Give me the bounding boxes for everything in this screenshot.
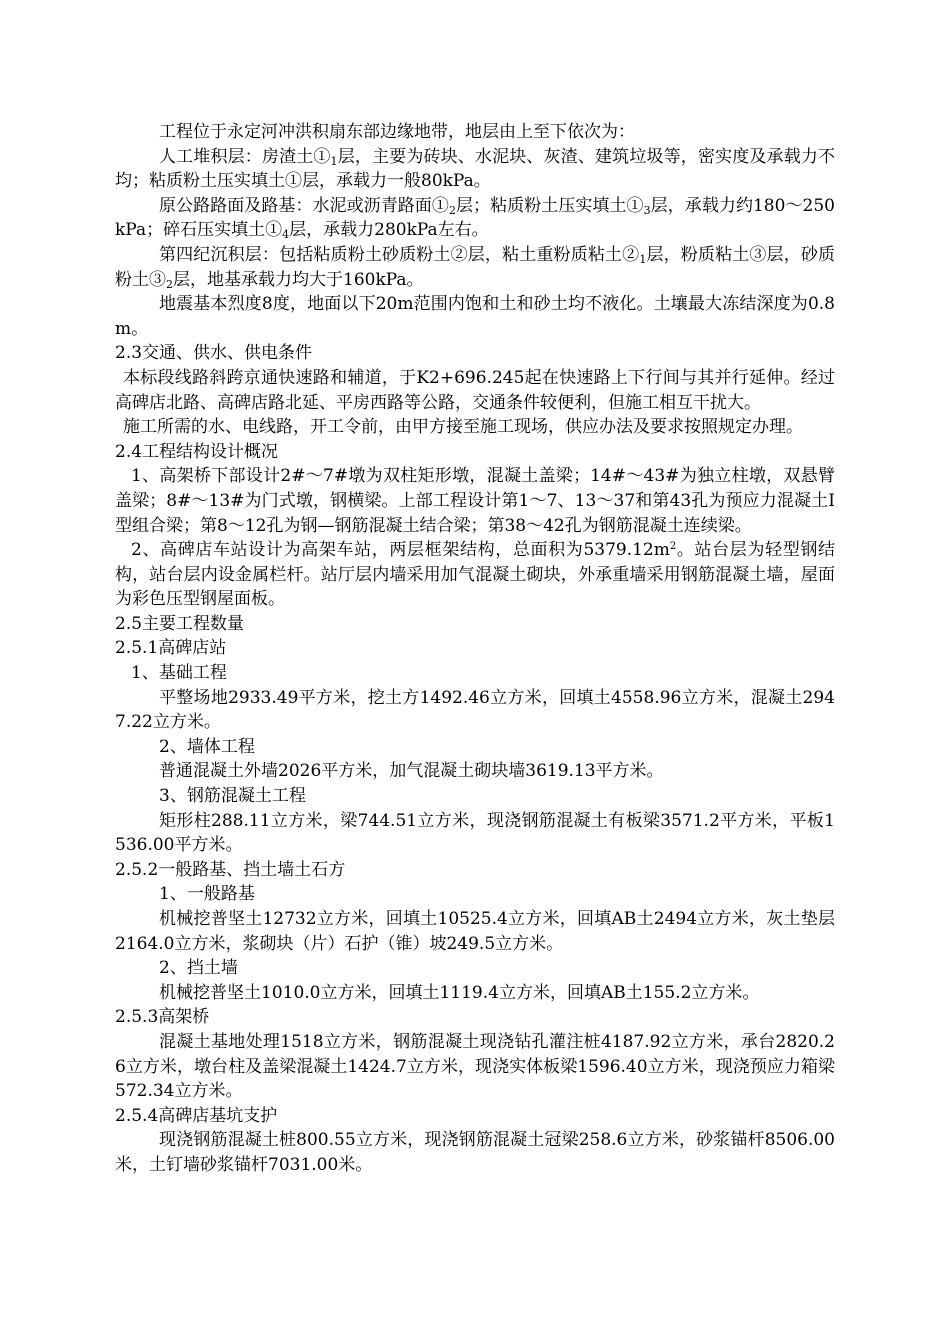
text-run: 层，地基承载力均大于160kPa。 [173,269,424,290]
section-heading-2-5: 2.5主要工程数量 [115,613,245,634]
viaduct-design-paragraph: 1、高架桥下部设计2#～7#墩为双柱矩形墩，混凝土盖梁；14#～43#为独立柱墩，双悬臂盖梁；8#～13#为门式墩，钢横梁。上部工程设计第1～7、13～37和第43孔为预应力混凝土Ⅰ型组合梁；第8～12孔为钢—钢筋混凝土结合梁；第38～42孔为钢筋混凝土连续梁。 [115,466,835,536]
section-heading-2-5-1: 2.5.1高碑店站 [115,638,227,659]
utilities-paragraph: 施工所需的水、电线路，开工令前，由甲方接至施工现场，供应办法及要求按照规定办理。 [123,417,803,438]
document-body [115,120,835,1178]
wall-title: 2、墙体工程 [159,736,255,757]
text-run: 人工堆积层：房渣土① [159,146,331,167]
text-run: 层，承载力约180～250kPa；碎石压实填土① [115,195,836,241]
quaternary-paragraph [115,243,835,292]
foundation-title: 1、基础工程 [131,663,227,684]
geology-intro: 工程位于永定河冲洪积扇东部边缘地带，地层由上至下依次为： [159,122,635,142]
subscript: 1 [330,154,338,168]
rc-text: 矩形柱288.11立方米，梁744.51立方米，现浇钢筋混凝土有板梁3571.2平方米，平板1536.00平方米。 [115,810,835,856]
pit-support-text: 现浇钢筋混凝土桩800.55立方米，现浇钢筋混凝土冠梁258.6立方米，砂浆锚杆8506.00米，土钉墙砂浆锚杆7031.00米。 [115,1130,835,1175]
text-run: 层，主要为砖块、水泥块、灰渣、建筑垃圾等，密实度及承载力不均；粘质粉土压实填土①层，承载力一般80kPa。 [115,146,836,192]
traffic-paragraph: 本标段线路斜跨京通快速路和辅道，于K2+696.245起在快速路上下行间与其并行延伸。经过高碑店北路、高碑店路北延、平房西路等公路，交通条件较便利，但施工相互干扰大。 [115,367,835,413]
retaining-wall-text: 机械挖普坚土1010.0立方米，回填土1119.4立方米，回填AB土155.2立方米。 [159,982,760,1003]
artificial-fill-paragraph [115,145,835,194]
subscript: 1 [639,252,647,266]
rc-title: 3、钢筋混凝土工程 [159,786,306,807]
viaduct-quantities-text: 混凝土基地处理1518立方米，钢筋混凝土现浇钻孔灌注桩4187.92立方米，承台2820.26立方米，墩台柱及盖梁混凝土1424.7立方米，现浇实体板梁1596.40立方米，现浇预应力箱梁572.34立方米。 [115,1031,835,1102]
wall-text: 普通混凝土外墙2026平方米，加气混凝土砌块墙3619.13平方米。 [159,761,664,782]
foundation-text: 平整场地2933.49平方米，挖土方1492.46立方米，回填土4558.96立方米，混凝土2947.22立方米。 [115,687,835,733]
subscript: 2 [448,203,456,217]
text-run: 原公路路面及路基：水泥或沥青路面① [159,195,449,216]
section-heading-2-5-3: 2.5.3高架桥 [115,1007,210,1028]
section-heading-2-3: 2.3交通、供水、供电条件 [115,343,313,364]
text-run: 2、高碑店车站设计为高架车站，两层框架结构，总面积为5379.12m [131,540,670,561]
subscript: 2 [166,277,173,291]
station-design-paragraph [115,538,835,612]
text-run: 层；粘质粉土压实填土① [455,195,644,216]
section-heading-2-5-2: 2.5.2一般路基、挡土墙土石方 [115,859,346,880]
seismic-paragraph: 地震基本烈度8度，地面以下20m范围内饱和土和砂土均不液化。土壤最大冻结深度为0.8m。 [115,294,835,339]
subscript: 4 [282,228,290,242]
text-run: 。站台层为轻型钢结构，站台层内设金属栏杆。站厅层内墙采用加气混凝土砌块，外承重墙采用钢筋混凝土墙，屋面为彩色压型钢屋面板。 [115,540,836,610]
superscript: 2 [669,541,677,553]
text-run: 层，承载力280kPa左右。 [289,220,489,241]
retaining-wall-title: 2、挡土墙 [159,958,238,979]
section-heading-2-5-4: 2.5.4高碑店基坑支护 [115,1105,278,1126]
subscript: 3 [643,203,651,217]
section-heading-2-4: 2.4工程结构设计概况 [115,441,279,462]
road-base-paragraph [115,194,835,243]
general-roadbed-text: 机械挖普坚土12732立方米，回填土10525.4立方米，回填AB土2494立方米，灰土垫层2164.0立方米，浆砌块（片）石护（锥）坡249.5立方米。 [115,909,835,954]
general-roadbed-title: 1、一般路基 [159,884,255,905]
text-run: 第四纪沉积层：包括粘质粉土砂质粉土②层，粘土重粉质粘土② [159,244,640,265]
text-run: 层，粉质粘土③层，砂质粉土③ [115,244,836,290]
